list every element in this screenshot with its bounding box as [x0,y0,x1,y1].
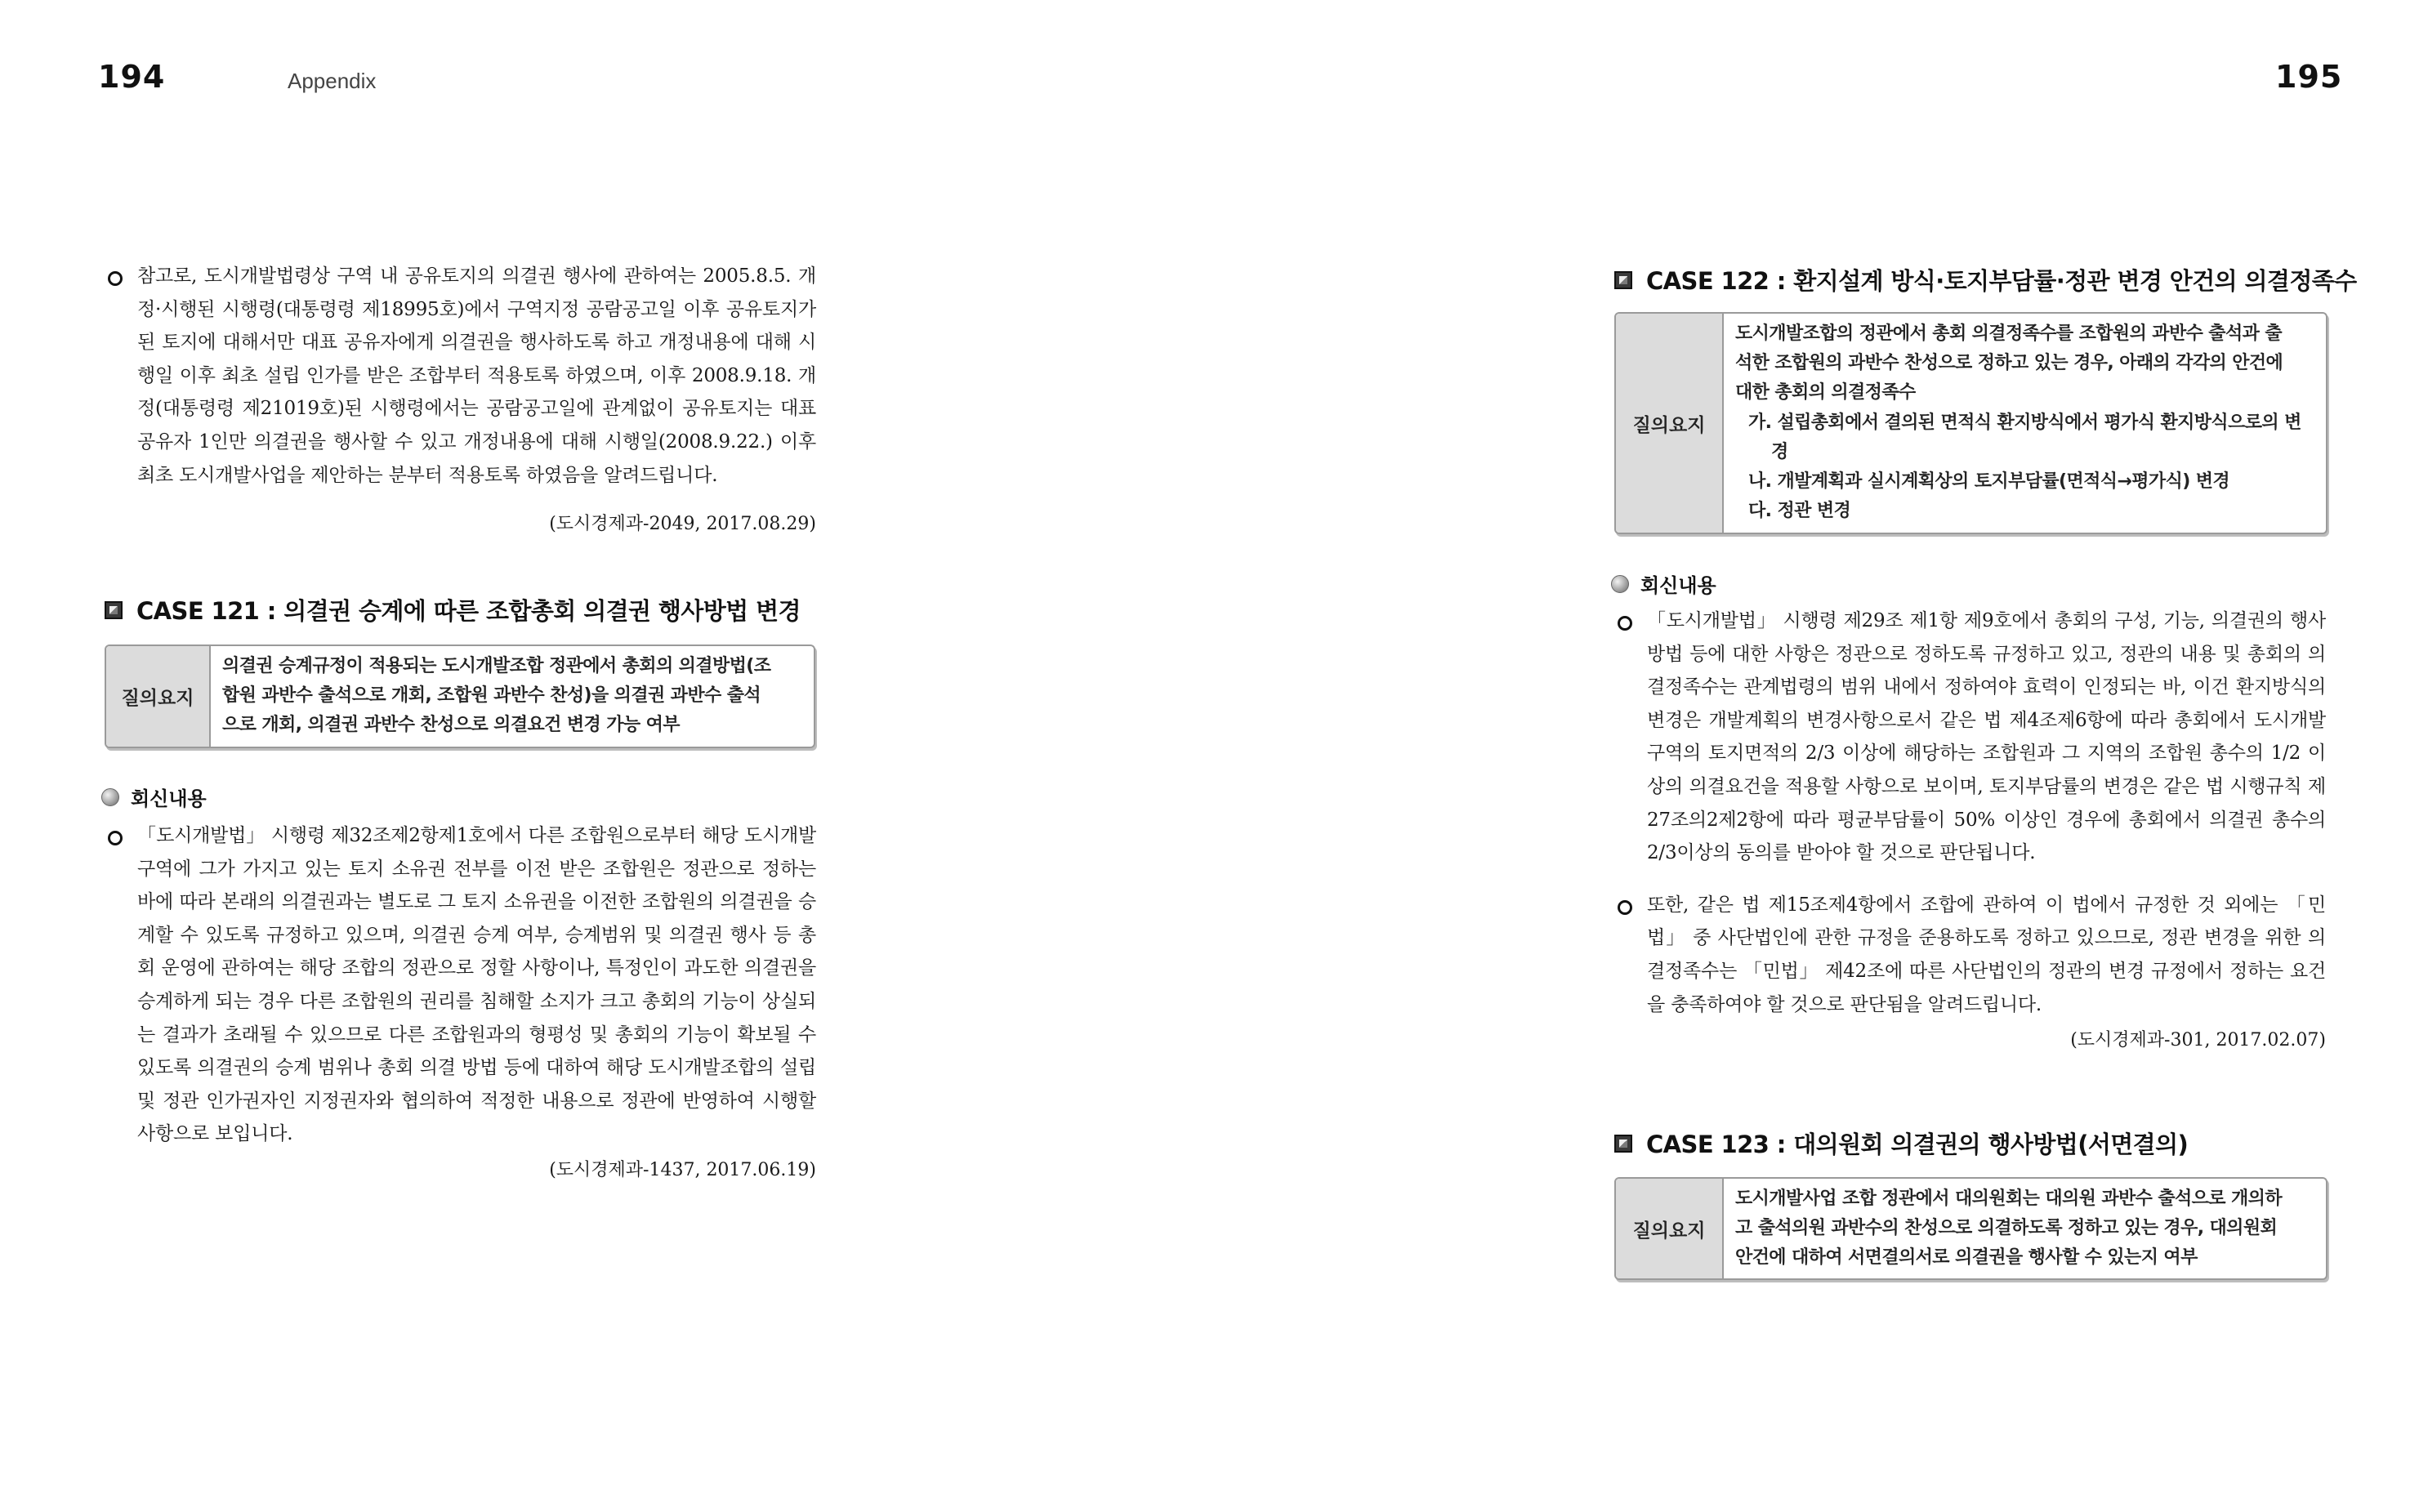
query-line: 으로 개회, 의결권 과반수 찬성으로 의결요건 변경 가능 여부 [222,715,680,736]
reply-heading-label: 회신내용 [1640,574,1716,597]
case-123-query-text [1724,1179,2290,1278]
case-122-query-text [1724,314,2326,533]
intro-section [108,260,816,535]
case-122-reply-text-2: 또한, 같은 법 제15조제4항에서 조합에 관하여 이 법에서 규정한 것 외에는 「민법」 중 사단법인에 관한 규정을 준용하도록 정하고 있으므로, 정관 변경을 위한 의결정족수는 「민법」 제42조에 따른 사단법인의 정관의 변경 규정에서 정하는 요건을 충족하여야 할 것으로 판단됨을 알려드립니다. [1647,894,2326,1015]
query-label: 질의요지 [1616,314,1724,533]
case-121-reply-text: 「도시개발법」 시행령 제32조제2항제1호에서 다른 조합원으로부터 해당 도시개발구역에 그가 가지고 있는 토지 소유권 전부를 이전 받은 조합원은 정관으로 정하는 바에 따라 본래의 의결권과는 별도로 그 토지 소유권을 이전한 조합원의 의결권을 승계할 수 있도록 규정하고 있으며, 의결권 승계 여부, 승계범위 및 의결권 행사 등 총회 운영에 관하여는 해당 조합의 정관으로 정할 사항이나, 특정인이 과도한 의결권을 승계하게 되는 경우 다른 조합원의 권리를 침해할 소지가 크고 총회의 기능이 상실되는 결과가 초래될 수 있으므로 다른 조합원과의 형평성 및 총회의 기능이 확보될 수 있도록 의결권의 승계 범위나 총회 의결 방법 등에 대하여 해당 도시개발조합의 설립 및 정관 인가권자인 지정권자와 협의하여 적정한 내용으로 정관에 반영하여 시행할 사항으로 보입니다. [137,825,816,1145]
case-121-title: CASE 121 : 의결권 승계에 따른 조합총회 의결권 행사방법 변경 [136,597,801,625]
case-121-reply-section [108,819,816,1181]
case-121-query-box [105,644,815,748]
reply-heading-label: 회신내용 [131,787,207,810]
case-marker-icon [105,601,123,619]
page-number-left: 194 [98,59,166,95]
reply-circle-icon [1611,575,1629,593]
hollow-circle-bullet-icon [1618,900,1632,915]
case-122-reply-section [1618,604,2326,1051]
reply-circle-icon [101,788,119,806]
intro-paragraph [108,260,816,492]
hollow-circle-bullet-icon [108,831,123,845]
case-marker-icon [1614,271,1632,289]
query-line: 도시개발사업 조합 정관에서 대의원회는 대의원 과반수 출석으로 개의하 [1735,1189,2282,1209]
case-121-reply-paragraph [108,819,816,1151]
case-122-reply-heading [1611,569,1716,598]
case-121-citation: (도시경제과-1437, 2017.06.19) [549,1159,816,1180]
case-123-title: CASE 123 : 대의원회 의결권의 행사방법(서면결의) [1646,1131,2189,1158]
case-121-query-text [211,646,779,747]
intro-citation: (도시경제과-2049, 2017.08.29) [549,514,816,535]
query-line: 합원 과반수 출석으로 개회, 조합원 과반수 찬성)을 의결권 과반수 출석 [222,685,761,707]
case-122-reply-text-1: 「도시개발법」 시행령 제29조 제1항 제9호에서 총회의 구성, 기능, 의결권의 행사 방법 등에 대한 사항은 정관으로 정하도록 규정하고 있고, 정관의 내용 및 총회의 의결정족수는 관계법령의 범위 내에서 정하여야 효력이 인정되는 바, 이건 환지방식의 변경은 개발계획의 변경사항으로서 같은 법 제4조제6항에 따라 총회에서 도시개발구역의 토지면적의 2/3 이상에 해당하는 조합원과 그 지역의 조합원 총수의 1/2 이상의 의결요건을 적용할 사항으로 보이며, 토지부담률의 변경은 같은 법 시행규칙 제27조의2제2항에 따라 평균부담률이 50% 이상인 경우에 총회에서 의결권 총수의 2/3이상의 동의를 받아야 할 것으로 판단됩니다. [1647,610,2326,864]
query-line: 안건에 대하여 서면결의서로 의결권을 행사할 수 있는지 여부 [1735,1247,2198,1269]
case-122-reply-paragraph-1 [1618,604,2326,870]
query-line: 석한 조합원의 과반수 찬성으로 정하고 있는 경우, 아래의 각각의 안건에 [1735,353,2283,374]
intro-text: 참고로, 도시개발법령상 구역 내 공유토지의 의결권 행사에 관하여는 2005.8.5. 개정·시행된 시행령(대통령령 제18995호)에서 구역지정 공람공고일 이후 공유토지가 된 토지에 대해서만 대표 공유자에게 의결권을 행사하도록 하고 개정내용에 대해 시행일 이후 최초 설립 인가를 받은 조합부터 적용토록 하였으며, 이후 2008.9.18. 개정(대통령령 제21019호)된 시행령에서는 공람공고일에 관계없이 공유토지는 대표 공유자 1인만 의결권을 행사할 수 있고 개정내용에 대해 시행일(2008.9.22.) 이후 최초 도시개발사업을 제안하는 분부터 적용토록 하였음을 알려드립니다. [137,265,816,486]
page-number-right: 195 [2275,59,2343,95]
case-122-title: CASE 122 : 환지설계 방식·토지부담률·정관 변경 안건의 의결정족수 [1646,267,2357,295]
query-label: 질의요지 [1616,1179,1724,1278]
case-122-citation: (도시경제과-301, 2017.02.07) [2070,1030,2326,1051]
case-123-heading [1614,1126,2188,1160]
hollow-circle-bullet-icon [108,271,123,286]
query-line: 고 출석의원 과반수의 찬성으로 의결하도록 정하고 있는 경우, 대의원회 [1735,1218,2278,1239]
query-item: 다. 정관 변경 [1748,501,1851,522]
query-line: 도시개발조합의 정관에서 총회 의결정족수를 조합원의 과반수 출석과 출 [1735,323,2282,344]
case-marker-icon [1614,1135,1632,1153]
right-page [1209,0,2419,1512]
case-122-heading [1614,263,2357,297]
query-line: 의결권 승계규정이 적용되는 도시개발조합 정관에서 총회의 의결방법(조 [222,656,771,676]
query-item: 가. 설립총회에서 결의된 면적식 환지방식에서 평가식 환지방식으로의 변경 [1748,412,2301,462]
case-123-query-box [1614,1177,2328,1280]
left-page [0,0,1209,1512]
hollow-circle-bullet-icon [1618,616,1632,631]
case-122-query-box [1614,312,2328,534]
query-item: 나. 개발계획과 실시계획상의 토지부담률(면적식→평가식) 변경 [1748,471,2230,493]
case-121-reply-heading [101,783,207,811]
running-head: Appendix [288,69,377,93]
case-121-heading [105,593,801,627]
query-label: 질의요지 [106,646,211,747]
query-line: 대한 총회의 의결정족수 [1735,382,1916,404]
case-122-reply-paragraph-2 [1618,889,2326,1021]
